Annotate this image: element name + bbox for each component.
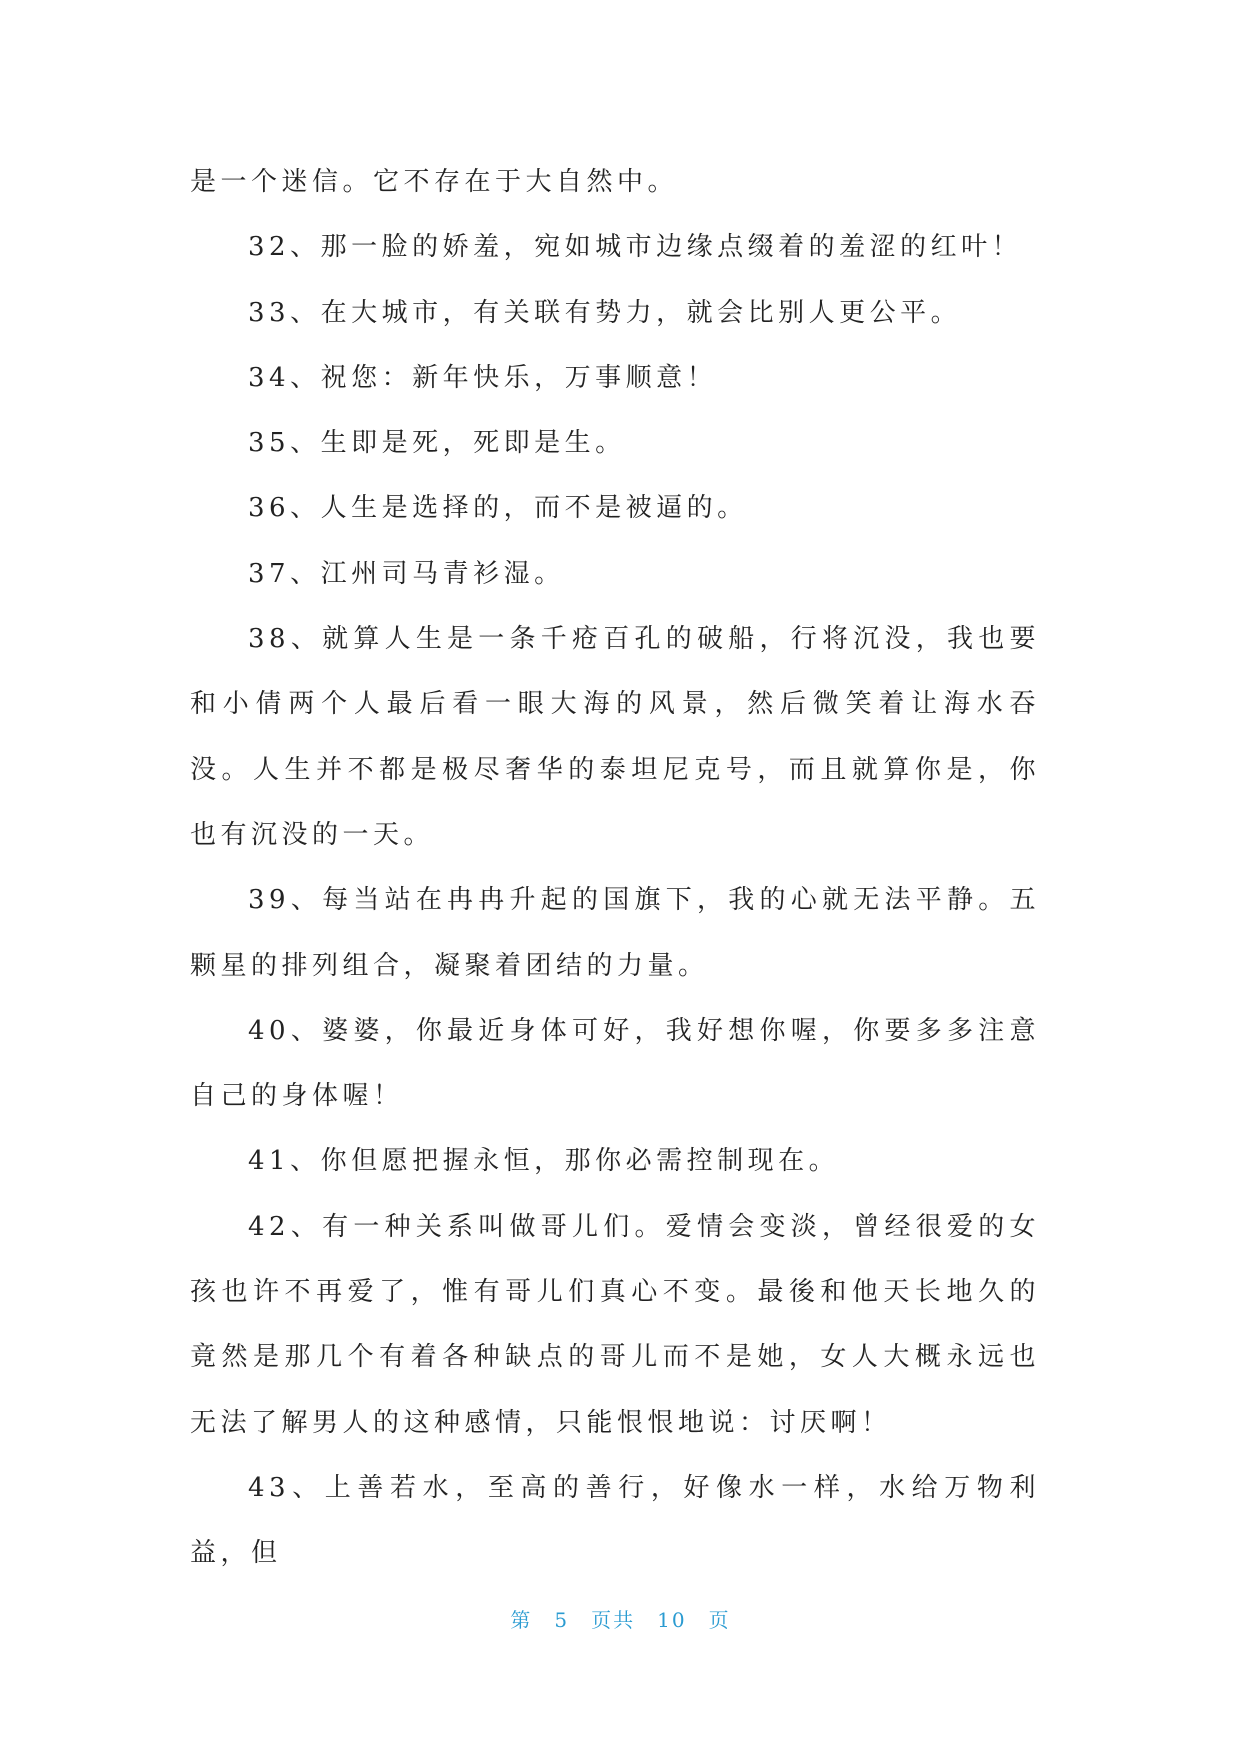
paragraph-32: 32、那一脸的娇羞，宛如城市边缘点缀着的羞涩的红叶！ [248,232,1023,263]
paragraph-36: 36、人生是选择的，而不是被逼的。 [248,493,748,524]
paragraph-42: 42、有一种关系叫做哥儿们。爱情会变淡，曾经很爱的女孩也许不再爱了，惟有哥儿们真心不变。最後和他天长地久的竟然是那几个有着各种缺点的哥儿而不是她，女人大概永远也无法了解男人的这种感情，只能恨恨地说：讨厌啊！ [190,1211,1040,1438]
paragraph-38: 38、就算人生是一条千疮百孔的破船，行将沉没，我也要和小倩两个人最后看一眼大海的风景，然后微笑着让海水吞没。人生并不都是极尽奢华的泰坦尼克号，而且就算你是，你也有沉没的一天。 [190,624,1040,850]
footer-prefix: 第 [510,1608,533,1632]
page-footer [0,1604,1241,1633]
paragraph-39: 39、每当站在冉冉升起的国旗下，我的心就无法平静。五颗星的排列组合，凝聚着团结的力量。 [190,885,1040,981]
paragraph-0: 是一个迷信。它不存在于大自然中。 [190,167,679,197]
footer-total-pages: 10 [657,1608,687,1632]
paragraph-35: 35、生即是死，死即是生。 [248,428,626,459]
paragraph-37: 37、江州司马青衫湿。 [248,558,565,589]
paragraph-33: 33、在大城市，有关联有势力，就会比别人更公平。 [248,297,962,328]
footer-suffix: 页 [708,1608,731,1632]
footer-current-page: 5 [554,1608,570,1632]
paragraph-34: 34、祝您：新年快乐，万事顺意！ [248,362,718,393]
paragraph-41: 41、你但愿把握永恒，那你必需控制现在。 [248,1146,840,1177]
paragraph-40: 40、婆婆，你最近身体可好，我好想你喔，你要多多注意自己的身体喔！ [190,1015,1040,1112]
document-body [190,150,1040,1587]
paragraph-43: 43、上善若水，至高的善行，好像水一样，水给万物利益，但 [190,1472,1040,1569]
footer-middle: 页共 [591,1608,636,1632]
